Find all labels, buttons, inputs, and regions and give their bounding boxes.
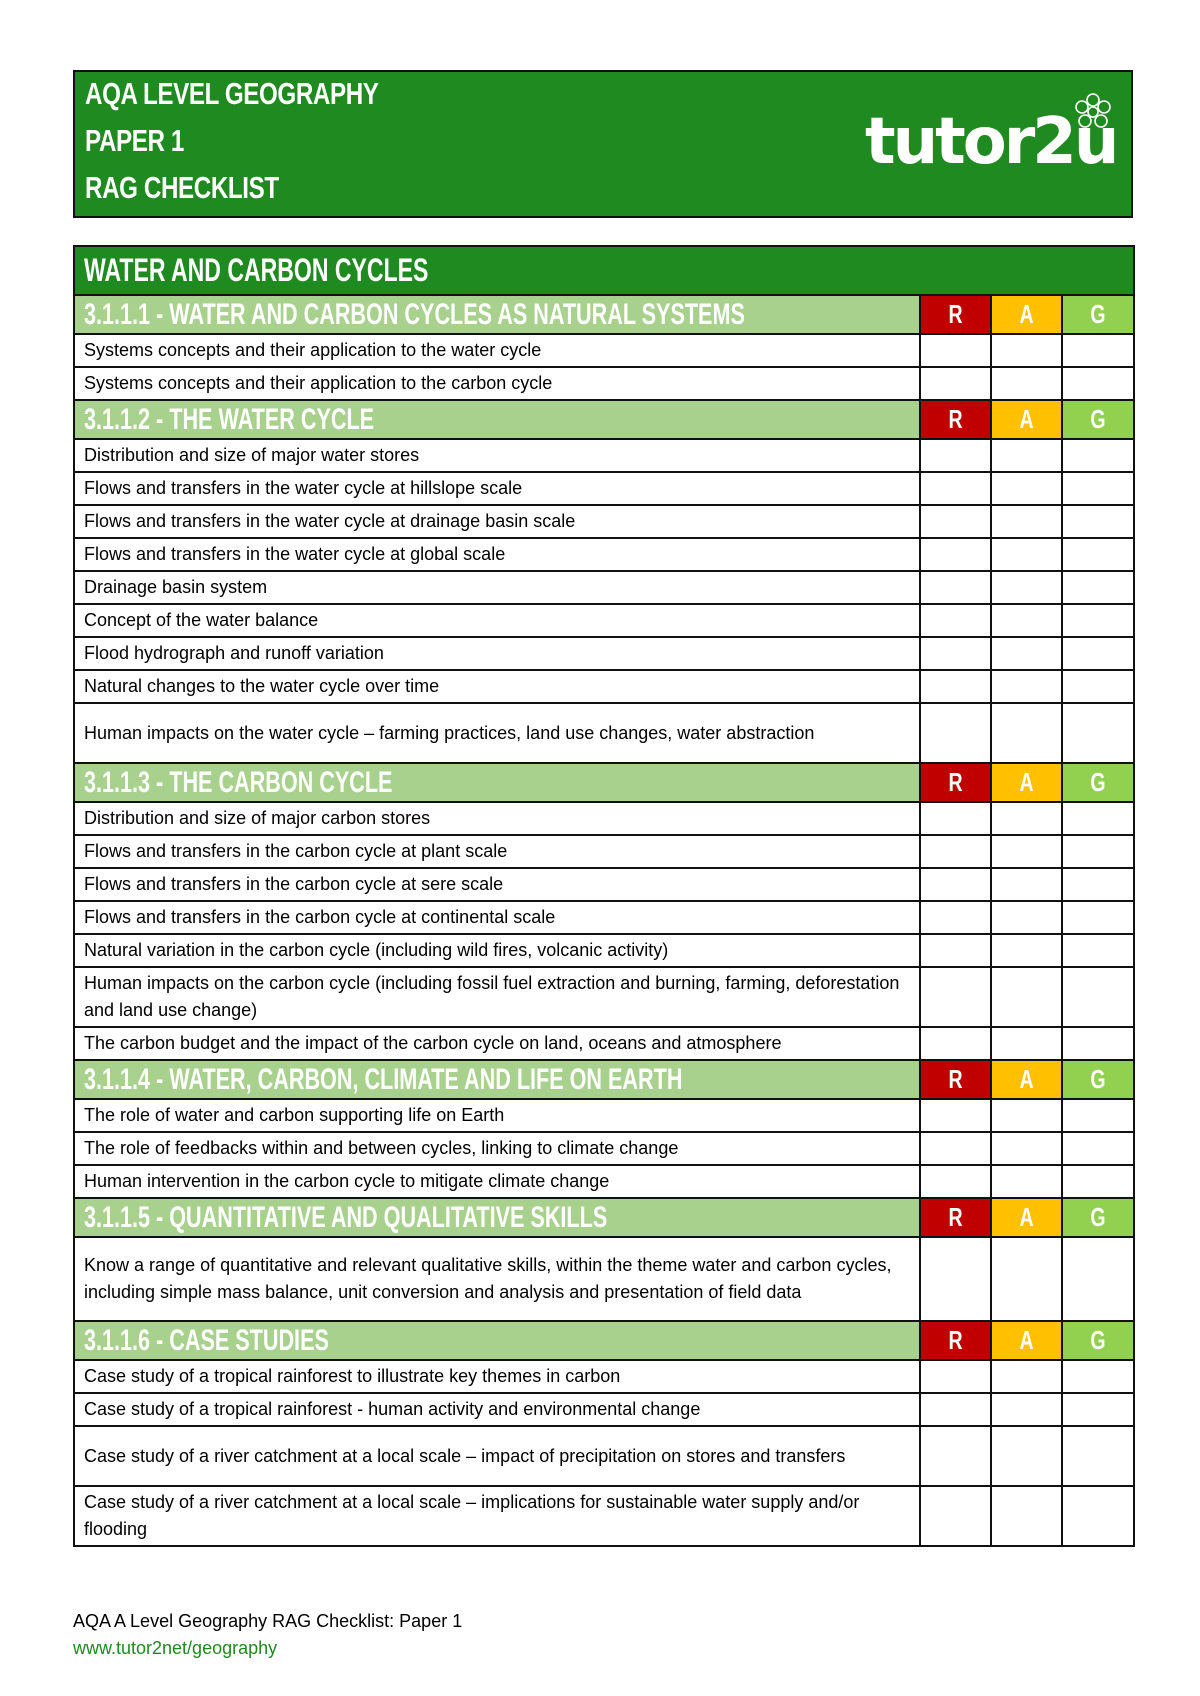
- header-title-line-2: PAPER 1: [85, 123, 184, 158]
- footer-text: AQA A Level Geography RAG Checklist: Paper 1: [73, 1611, 463, 1631]
- checklist-item-text: Natural changes to the water cycle over time: [74, 670, 920, 703]
- rag-cell-red[interactable]: [920, 637, 991, 670]
- rag-cell-amber[interactable]: [991, 1237, 1062, 1321]
- rag-header-green: G: [1062, 1060, 1134, 1099]
- checklist-item-text: Human intervention in the carbon cycle to mitigate climate change: [74, 1165, 920, 1198]
- rag-cell-amber[interactable]: [991, 571, 1062, 604]
- rag-header-green: G: [1062, 1321, 1134, 1360]
- rag-cell-green[interactable]: [1062, 1426, 1134, 1486]
- rag-cell-green[interactable]: [1062, 802, 1134, 835]
- checklist-item-text: Human impacts on the carbon cycle (including fossil fuel extraction and burning, farming, deforestation and land use change): [74, 967, 920, 1027]
- rag-cell-green[interactable]: [1062, 571, 1134, 604]
- rag-cell-amber[interactable]: [991, 670, 1062, 703]
- checklist-row: [74, 967, 1134, 1027]
- checklist-row: [74, 1486, 1134, 1546]
- footer-link[interactable]: www.tutor2net/geography: [73, 1638, 278, 1658]
- rag-cell-amber[interactable]: [991, 868, 1062, 901]
- rag-cell-red[interactable]: [920, 571, 991, 604]
- rag-cell-red[interactable]: [920, 1426, 991, 1486]
- checklist-item-text: Systems concepts and their application to the water cycle: [74, 334, 920, 367]
- checklist-row: [74, 703, 1134, 763]
- rag-cell-green[interactable]: [1062, 1027, 1134, 1060]
- checklist-row: [74, 868, 1134, 901]
- rag-cell-amber[interactable]: [991, 1486, 1062, 1546]
- checklist-row: [74, 571, 1134, 604]
- rag-cell-green[interactable]: [1062, 505, 1134, 538]
- rag-cell-amber[interactable]: [991, 538, 1062, 571]
- rag-cell-green[interactable]: [1062, 439, 1134, 472]
- rag-cell-red[interactable]: [920, 1237, 991, 1321]
- checklist-row: [74, 901, 1134, 934]
- rag-cell-red[interactable]: [920, 1393, 991, 1426]
- rag-header-amber: A: [991, 295, 1062, 334]
- checklist-item-text: Flood hydrograph and runoff variation: [74, 637, 920, 670]
- rag-header-red: R: [920, 295, 991, 334]
- rag-cell-green[interactable]: [1062, 1165, 1134, 1198]
- checklist-item-text: Case study of a river catchment at a local scale – impact of precipitation on stores and transfers: [74, 1426, 920, 1486]
- rag-cell-amber[interactable]: [991, 439, 1062, 472]
- rag-cell-amber[interactable]: [991, 934, 1062, 967]
- rag-cell-green[interactable]: [1062, 835, 1134, 868]
- section-title: 3.1.1.4 - WATER, CARBON, CLIMATE AND LIFE ON EARTH: [74, 1060, 920, 1099]
- rag-cell-amber[interactable]: [991, 505, 1062, 538]
- rag-header-red: R: [920, 400, 991, 439]
- checklist-item-text: Distribution and size of major water stores: [74, 439, 920, 472]
- rag-header-amber: A: [991, 1060, 1062, 1099]
- checklist-item-text: Flows and transfers in the carbon cycle at plant scale: [74, 835, 920, 868]
- section-header-row: [74, 1321, 1134, 1360]
- rag-cell-green[interactable]: [1062, 604, 1134, 637]
- section-header-row: [74, 1060, 1134, 1099]
- rag-cell-red[interactable]: [920, 934, 991, 967]
- rag-cell-amber[interactable]: [991, 604, 1062, 637]
- checklist-row: [74, 1132, 1134, 1165]
- checklist-row: [74, 835, 1134, 868]
- checklist-row: [74, 439, 1134, 472]
- rag-header-green: G: [1062, 763, 1134, 802]
- rag-cell-amber[interactable]: [991, 1099, 1062, 1132]
- rag-cell-green[interactable]: [1062, 934, 1134, 967]
- rag-cell-amber[interactable]: [991, 1426, 1062, 1486]
- rag-cell-amber[interactable]: [991, 802, 1062, 835]
- section-header-row: [74, 1198, 1134, 1237]
- checklist-item-text: The role of water and carbon supporting life on Earth: [74, 1099, 920, 1132]
- rag-header-red: R: [920, 1060, 991, 1099]
- checklist-row: [74, 472, 1134, 505]
- rag-cell-red[interactable]: [920, 367, 991, 400]
- checklist-item-text: Concept of the water balance: [74, 604, 920, 637]
- rag-cell-amber[interactable]: [991, 835, 1062, 868]
- rag-cell-amber[interactable]: [991, 1360, 1062, 1393]
- section-title: 3.1.1.6 - CASE STUDIES: [74, 1321, 920, 1360]
- rag-cell-green[interactable]: [1062, 1132, 1134, 1165]
- rag-cell-green[interactable]: [1062, 703, 1134, 763]
- rag-cell-green[interactable]: [1062, 1237, 1134, 1321]
- rag-cell-green[interactable]: [1062, 637, 1134, 670]
- tutor2u-logo: tutor2u: [865, 105, 1117, 179]
- rag-header-red: R: [920, 1198, 991, 1237]
- page-footer: [73, 1608, 462, 1662]
- rag-cell-green[interactable]: [1062, 367, 1134, 400]
- checklist-row: [74, 367, 1134, 400]
- section-header-row: [74, 295, 1134, 334]
- checklist-row: [74, 1099, 1134, 1132]
- table-title: WATER AND CARBON CYCLES: [74, 246, 1134, 295]
- rag-cell-green[interactable]: [1062, 901, 1134, 934]
- rag-cell-green[interactable]: [1062, 1099, 1134, 1132]
- checklist-row: [74, 1393, 1134, 1426]
- rag-cell-red[interactable]: [920, 1099, 991, 1132]
- rag-cell-green[interactable]: [1062, 538, 1134, 571]
- checklist-row: [74, 334, 1134, 367]
- table-title-row: [74, 246, 1134, 295]
- rag-cell-red[interactable]: [920, 334, 991, 367]
- rag-cell-green[interactable]: [1062, 1393, 1134, 1426]
- section-title: 3.1.1.2 - THE WATER CYCLE: [74, 400, 920, 439]
- rag-header-amber: A: [991, 1198, 1062, 1237]
- rag-cell-red[interactable]: [920, 901, 991, 934]
- checklist-row: [74, 934, 1134, 967]
- rag-cell-green[interactable]: [1062, 868, 1134, 901]
- flower-logo-icon: [1071, 90, 1115, 134]
- rag-header-red: R: [920, 1321, 991, 1360]
- rag-cell-red[interactable]: [920, 868, 991, 901]
- rag-cell-green[interactable]: [1062, 1360, 1134, 1393]
- section-title: 3.1.1.3 - THE CARBON CYCLE: [74, 763, 920, 802]
- rag-cell-amber[interactable]: [991, 334, 1062, 367]
- rag-checklist-table: [73, 245, 1135, 1547]
- rag-cell-red[interactable]: [920, 439, 991, 472]
- checklist-item-text: Flows and transfers in the water cycle at global scale: [74, 538, 920, 571]
- rag-header-green: G: [1062, 295, 1134, 334]
- rag-cell-amber[interactable]: [991, 1027, 1062, 1060]
- header-title-line-3: RAG CHECKLIST: [85, 170, 279, 205]
- rag-cell-red[interactable]: [920, 604, 991, 637]
- rag-cell-red[interactable]: [920, 1165, 991, 1198]
- rag-cell-amber[interactable]: [991, 1165, 1062, 1198]
- rag-header-amber: A: [991, 1321, 1062, 1360]
- rag-cell-amber[interactable]: [991, 1393, 1062, 1426]
- rag-header-amber: A: [991, 763, 1062, 802]
- checklist-row: [74, 1360, 1134, 1393]
- checklist-item-text: Drainage basin system: [74, 571, 920, 604]
- rag-cell-green[interactable]: [1062, 967, 1134, 1027]
- checklist-item-text: Flows and transfers in the carbon cycle at sere scale: [74, 868, 920, 901]
- checklist-item-text: Flows and transfers in the water cycle at drainage basin scale: [74, 505, 920, 538]
- checklist-item-text: Systems concepts and their application to the carbon cycle: [74, 367, 920, 400]
- rag-cell-amber[interactable]: [991, 637, 1062, 670]
- rag-cell-red[interactable]: [920, 967, 991, 1027]
- section-title: 3.1.1.5 - QUANTITATIVE AND QUALITATIVE SKILLS: [74, 1198, 920, 1237]
- checklist-item-text: Flows and transfers in the water cycle at hillslope scale: [74, 472, 920, 505]
- checklist-row: [74, 505, 1134, 538]
- rag-cell-amber[interactable]: [991, 367, 1062, 400]
- section-title: 3.1.1.1 - WATER AND CARBON CYCLES AS NATURAL SYSTEMS: [74, 295, 920, 334]
- checklist-item-text: Case study of a tropical rainforest - human activity and environmental change: [74, 1393, 920, 1426]
- checklist-item-text: Natural variation in the carbon cycle (including wild fires, volcanic activity): [74, 934, 920, 967]
- checklist-row: [74, 1237, 1134, 1321]
- page-header: [73, 70, 1133, 218]
- rag-cell-red[interactable]: [920, 1132, 991, 1165]
- rag-cell-green[interactable]: [1062, 670, 1134, 703]
- rag-cell-red[interactable]: [920, 1486, 991, 1546]
- checklist-item-text: Case study of a tropical rainforest to illustrate key themes in carbon: [74, 1360, 920, 1393]
- checklist-row: [74, 604, 1134, 637]
- rag-cell-amber[interactable]: [991, 901, 1062, 934]
- checklist-row: [74, 1165, 1134, 1198]
- checklist-row: [74, 538, 1134, 571]
- section-header-row: [74, 400, 1134, 439]
- checklist-item-text: Distribution and size of major carbon stores: [74, 802, 920, 835]
- rag-cell-red[interactable]: [920, 505, 991, 538]
- header-title-line-1: AQA LEVEL GEOGRAPHY: [85, 76, 379, 111]
- rag-cell-green[interactable]: [1062, 1486, 1134, 1546]
- rag-cell-red[interactable]: [920, 802, 991, 835]
- rag-cell-red[interactable]: [920, 538, 991, 571]
- rag-cell-amber[interactable]: [991, 967, 1062, 1027]
- checklist-row: [74, 1426, 1134, 1486]
- rag-cell-amber[interactable]: [991, 472, 1062, 505]
- rag-cell-amber[interactable]: [991, 703, 1062, 763]
- checklist-row: [74, 637, 1134, 670]
- rag-cell-red[interactable]: [920, 670, 991, 703]
- checklist-item-text: Flows and transfers in the carbon cycle at continental scale: [74, 901, 920, 934]
- rag-cell-green[interactable]: [1062, 334, 1134, 367]
- rag-header-amber: A: [991, 400, 1062, 439]
- rag-header-red: R: [920, 763, 991, 802]
- checklist-item-text: Human impacts on the water cycle – farming practices, land use changes, water abstraction: [74, 703, 920, 763]
- checklist-item-text: Case study of a river catchment at a local scale – implications for sustainable water supply and/or flooding: [74, 1486, 920, 1546]
- rag-cell-amber[interactable]: [991, 1132, 1062, 1165]
- rag-header-green: G: [1062, 1198, 1134, 1237]
- rag-cell-green[interactable]: [1062, 472, 1134, 505]
- checklist-row: [74, 1027, 1134, 1060]
- section-header-row: [74, 763, 1134, 802]
- checklist-item-text: The role of feedbacks within and between cycles, linking to climate change: [74, 1132, 920, 1165]
- checklist-item-text: Know a range of quantitative and relevant qualitative skills, within the theme water and carbon cycles, including simple mass balance, unit conversion and analysis and presentation of field data: [74, 1237, 920, 1321]
- rag-cell-red[interactable]: [920, 835, 991, 868]
- rag-cell-red[interactable]: [920, 703, 991, 763]
- rag-cell-red[interactable]: [920, 1027, 991, 1060]
- checklist-row: [74, 802, 1134, 835]
- rag-cell-red[interactable]: [920, 472, 991, 505]
- rag-cell-red[interactable]: [920, 1360, 991, 1393]
- rag-header-green: G: [1062, 400, 1134, 439]
- checklist-item-text: The carbon budget and the impact of the carbon cycle on land, oceans and atmosphere: [74, 1027, 920, 1060]
- checklist-row: [74, 670, 1134, 703]
